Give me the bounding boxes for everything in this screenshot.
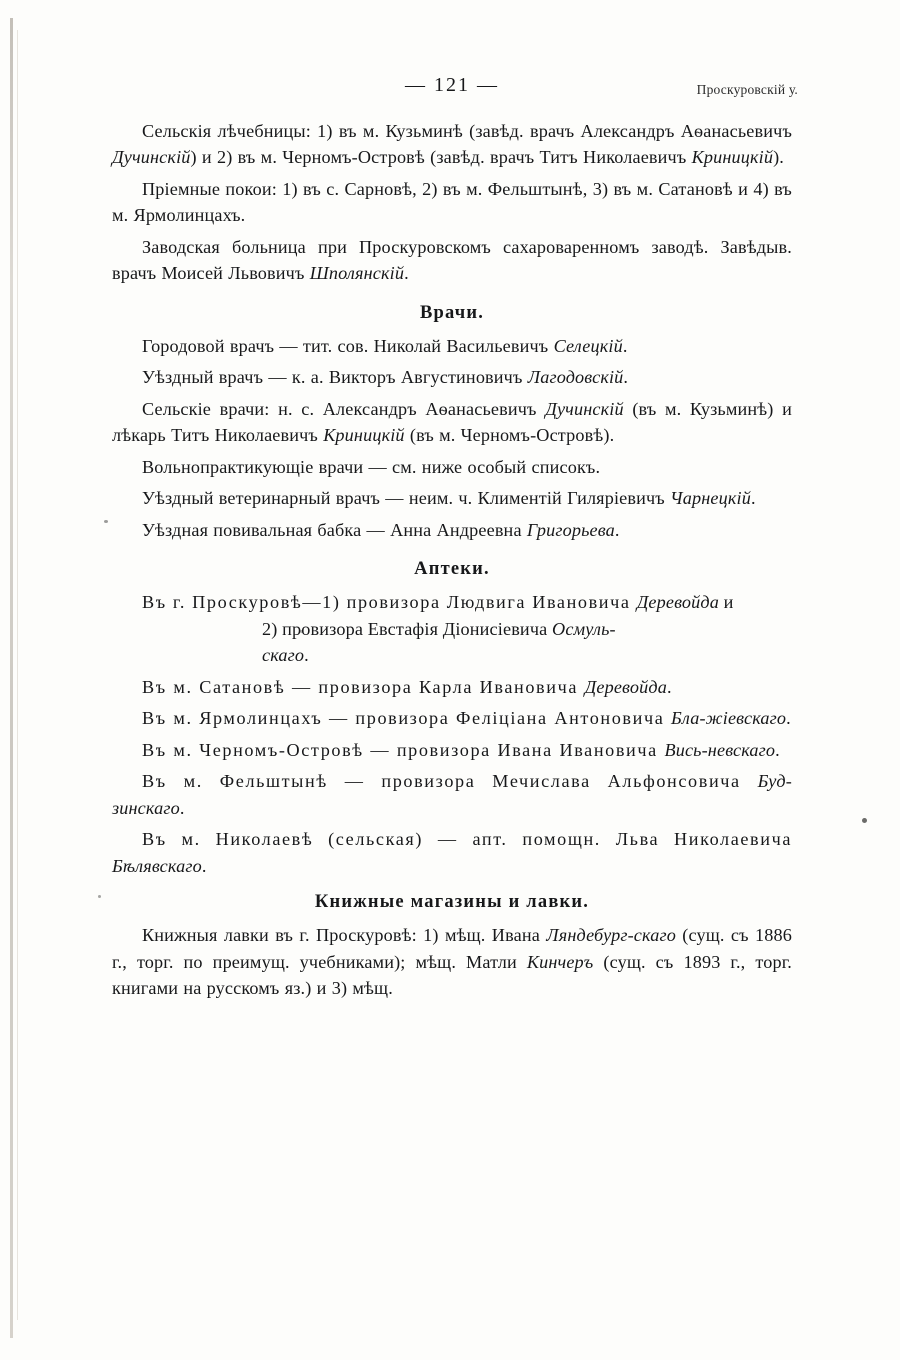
person-name: Вись- <box>664 739 708 760</box>
text-segment: Въ м. Николаевѣ (сельская) — апт. помощн. Льва Николаевича <box>142 829 792 850</box>
pharmacy-continuation-line-2 <box>262 642 792 668</box>
person-name: Дучинскій <box>545 398 624 419</box>
paragraph-pharmacy-felshtyn <box>112 768 792 821</box>
text-segment: (сущ. съ 1886 г., торг. по преимущ. учебниками); мѣщ. Матли <box>112 925 792 972</box>
text-segment: ) и 2) въ м. Черномъ-Островѣ (завѣд. врачъ Титъ Николаевичъ <box>190 147 692 168</box>
person-name: Григорьева <box>526 519 615 540</box>
text-segment: . <box>614 519 620 540</box>
person-name: Дучинскій <box>112 147 191 168</box>
section-heading-doctors: Врачи. <box>419 302 485 323</box>
scan-edge-artifact-secondary <box>17 30 18 1320</box>
text-segment: . <box>179 797 185 818</box>
scan-edge-artifact <box>10 18 13 1338</box>
person-name: Криницкій <box>691 147 774 168</box>
text-segment: . <box>404 263 409 284</box>
person-name: Осмуль- <box>552 618 616 639</box>
text-segment: . <box>622 335 628 356</box>
paragraph-veterinary-doctor <box>112 485 792 511</box>
section-heading-pharmacies: Аптеки. <box>414 559 490 580</box>
paragraph-factory-hospital <box>112 234 792 287</box>
person-name-tail: жіевскаго <box>705 708 787 729</box>
text-segment: . <box>623 367 629 388</box>
person-name: Чарнецкій <box>670 488 751 509</box>
paragraph-district-doctor <box>112 364 792 390</box>
scan-speck <box>862 818 867 823</box>
paragraph-bookshops <box>112 922 792 1001</box>
person-name: Шполянскій <box>309 263 405 284</box>
page-header <box>112 74 798 100</box>
scan-speck <box>104 520 108 523</box>
paragraph-rural-hospitals <box>112 118 792 171</box>
section-heading-bookshops: Книжные магазины и лавки. <box>314 892 590 913</box>
text-segment: . <box>775 739 780 760</box>
running-head: Проскуровскій у. <box>696 82 798 97</box>
paragraph-private-doctors: Вольнопрактикующіе врачи — см. ниже особый списокъ. <box>142 456 601 477</box>
person-name-tail: скаго <box>633 925 676 946</box>
text-segment: . <box>304 645 309 666</box>
paragraph-pharmacy-chorny-ostrov <box>112 737 792 763</box>
person-name-tail: невскаго <box>707 739 776 760</box>
text-segment: Уѣздный ветеринарный врачъ — неим. ч. Климентій Гилярieвичъ <box>142 488 671 509</box>
text-segment: Въ г. Проскуровѣ—1) провизора Людвига Ивановича <box>142 592 637 613</box>
person-name: Лагодовскій <box>527 367 624 388</box>
paragraph-pharmacy-proskurov <box>112 589 792 668</box>
text-segment: Городовой врачъ — тит. сов. Николай Васильевичъ <box>142 335 554 356</box>
text-segment: . <box>750 488 756 509</box>
text-segment: Въ м. Фельштынѣ — провизора Мечислава Альфонсовича <box>142 771 758 792</box>
text-segment: (въ м. Черномъ-Островѣ). <box>404 425 615 446</box>
text-segment: Сельскія лѣчебницы: 1) въ м. Кузьминѣ (завѣд. врачъ Александръ Аѳанасьевичъ <box>142 121 792 141</box>
person-name-tail: зинскаго <box>112 797 180 818</box>
person-name: Бла- <box>671 708 706 729</box>
paragraph-pharmacy-nikolaev <box>112 826 792 879</box>
person-name: Деревойда <box>636 592 719 613</box>
scan-speck <box>98 895 101 898</box>
text-segment: (сущ. съ 1893 г., торг. книгами на русскомъ яз.) и 3) мѣщ. <box>112 951 792 999</box>
page-number: — 121 — <box>405 74 499 96</box>
paragraph-town-doctor <box>112 333 792 359</box>
paragraph-pharmacy-yarmolintsy <box>112 705 792 731</box>
person-name: Селецкій <box>553 335 623 356</box>
text-segment: Въ м. Сатановѣ — провизора Карла Ивановича <box>142 676 585 697</box>
person-name: Бѣлявскаго <box>112 855 202 876</box>
text-segment: и <box>718 592 734 613</box>
paragraph-midwife <box>112 517 792 543</box>
text-segment: Книжныя лавки въ г. Проскуровѣ: 1) мѣщ. Ивана <box>142 925 547 946</box>
text-segment: ). <box>773 147 784 168</box>
paragraph-reception-rooms: Пріемные покои: 1) въ с. Сарновѣ, 2) въ м. Фельштынѣ, 3) въ м. Сатановѣ и 4) въ м. Ярмолинцахъ. <box>112 178 792 226</box>
person-name: Ляндебург- <box>546 925 634 946</box>
text-segment: Заводская больница при Проскуровскомъ сахароваренномъ заводѣ. Завѣдыв. врачъ Моисей Львовичъ <box>112 236 792 284</box>
text-segment: 2) провизора Евстафія Діонисіевича <box>262 618 553 639</box>
person-name: Криницкій <box>323 425 405 446</box>
text-segment: Въ м. Ярмолинцахъ — провизора Феліціана Антоновича <box>142 708 672 729</box>
person-name-tail: скаго <box>262 645 305 666</box>
pharmacy-continuation-line <box>262 616 792 642</box>
text-segment: Въ м. Черномъ-Островѣ — провизора Ивана Ивановича <box>142 739 665 760</box>
text-segment: . <box>666 676 672 697</box>
person-name: Буд- <box>757 771 792 792</box>
person-name: Деревойда <box>584 676 667 697</box>
paragraph-rural-doctors <box>112 396 792 449</box>
paragraph-pharmacy-satanov <box>112 674 792 700</box>
text-segment: Уѣздная повивальная бабка — Анна Андреевна <box>142 519 527 540</box>
text-segment: Уѣздный врачъ — к. а. Викторъ Августиновичъ <box>142 367 528 388</box>
text-segment: (въ м. Кузьминѣ) и лѣкарь Титъ Николаевичъ <box>112 398 792 446</box>
text-segment: . <box>786 708 791 729</box>
text-segment: Сельскіе врачи: н. с. Александръ Аѳанасьевичъ <box>142 398 546 419</box>
text-segment: . <box>201 855 207 876</box>
page-content <box>112 74 798 1007</box>
person-name: Кинчеръ <box>526 951 594 972</box>
